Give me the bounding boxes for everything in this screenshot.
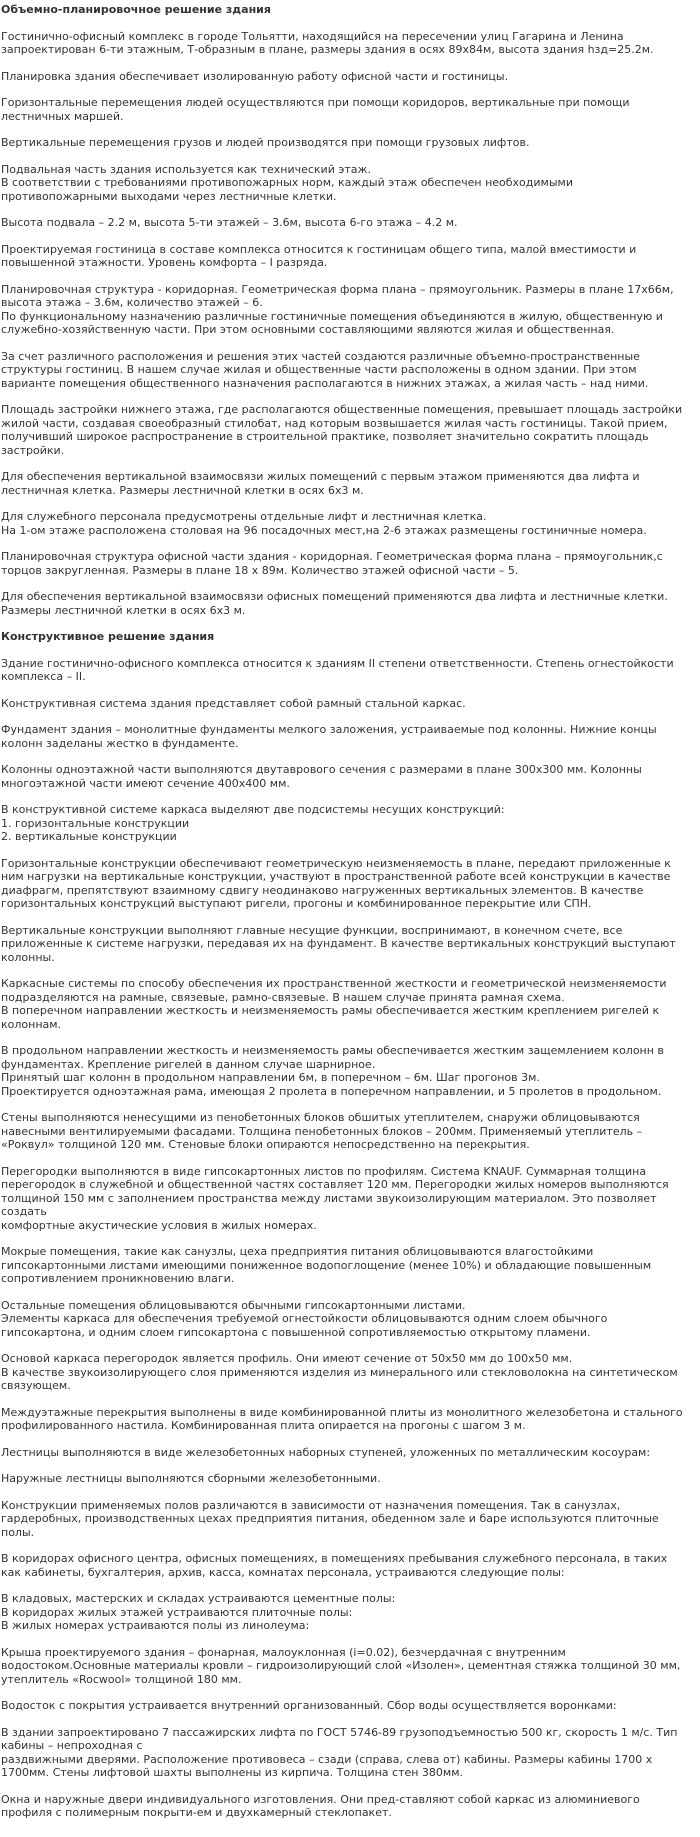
paragraph: Здание гостинично-офисного комплекса относится к зданиям II степени ответственности. Степень огнестойкости комплекса – II. [1, 656, 674, 683]
paragraph: Окна и наружные двери индивидуального изготовления. Они пред-ставляют собой каркас из алюминиевого профиля с полимерным покрыти-ем и двухкамерный стеклопакет. [1, 1792, 640, 1819]
paragraph: Планировочная структура офисной части здания - коридорная. Геометрическая форма плана – прямоугольник,с торцов закругленная. Размеры в плане 18 х 89м. Количество этажей офисной части – 5. [1, 550, 663, 577]
paragraph: Конструктивная система здания представляет собой рамный стальной каркас. [1, 696, 466, 710]
paragraph: Подвальная часть здания используется как технический этаж. В соответствии с требованиями противопожарных норм, каждый этаж обеспечен необходимыми противопожарными выходами через лестничные клетки. [1, 162, 573, 203]
paragraph: Конструкции применяемых полов различаются в зависимости от назначения помещения. Так в санузлах, гардеробных, производственных цехах предприятия питания, обеденном зале и баре используются плиточные полы. [1, 1498, 659, 1539]
paragraph: Крыша проектируемого здания – фонарная, малоуклонная (i=0.02), безчердачная с внутренним водостоком.Основные материалы кровли – гидроизолирующий слой «Изолен», цементная стяжка толщиной 30 мм, утеплитель «Rocwool» толщиной 180 мм. [1, 1645, 681, 1686]
paragraph: Для обеспечения вертикальной взаимосвязи офисных помещений применяются два лифта и лестничные клетки. Размеры лестничной клетки в осях 6х3 м. [1, 590, 668, 617]
paragraph: Наружные лестницы выполняются сборными железобетонными. [1, 1472, 381, 1485]
paragraph: В продольном направлении жесткость и неизменяемость рамы обеспечивается жестким защемлением колонн в фундаментах. Крепление ригелей в данном случае шарнирное. Принятый шаг колонн в продольном направлении 6м, в поперечном – 6м. Шаг прогонов 3м. Проектируется одноэтажная рама, имеющая 2 пролета в поперечном направлении, и 5 пролетов в продольном. [1, 1044, 664, 1098]
section-heading-planning: Объемно-планировочное решение здания [1, 3, 271, 16]
paragraph: За счет различного расположения и решения этих частей создаются различные объемно-пространственные структуры гостиниц. В нашем случае жилая и общественные части расположены в одном здании. При этом варианте помещения общественного назначения располагаются в нижних этажах, а жилая часть – над ними. [1, 349, 649, 390]
paragraph: Горизонтальные перемещения людей осуществляются при помощи коридоров, вертикальные при помощи лестничных маршей. [1, 96, 630, 123]
paragraph: Планировка здания обеспечивает изолированную работу офисной части и гостиницы. [1, 69, 509, 83]
paragraph: Стены выполняются ненесущими из пенобетонных блоков обшитых утеплителем, снаружи облицовываются навесными вентилируемыми фасадами. Толщина пенобетонных блоков – 200мм. Применяемый утеплитель – «Роквул» толщиной 120 мм. Стеновые блоки опираются непосредственно на перекрытия. [1, 1111, 643, 1151]
paragraph: Мокрые помещения, такие как санузлы, цеха предприятия питания облицовываются влагостойкими гипсокартонными листами имеющими пониженное водопоглощение (менее 10%) и обладающие повышенным сопротивлением проникновению влаги. [1, 1245, 652, 1285]
paragraph: Гостинично-офисный комплекс в городе Тольятти, находящийся на пересечении улиц Гагарина и Ленина запроектирован 6-ти этажным, Т-образным в плане, размеры здания в осях 89х84м, высота здания hзд=25.2м. [1, 29, 654, 56]
section-heading-structure: Конструктивное решение здания [1, 630, 215, 643]
paragraph: Колонны одноэтажной части выполняются двутаврового сечения с размерами в плане 300х300 мм. Колонны многоэтажной части имеют сечение 400х400 мм. [1, 763, 642, 790]
paragraph: Междуэтажные перекрытия выполнены в виде комбинированной плиты из монолитного железобетона и стального профилированного настила. Комбинированная плита опирается на прогоны с шагом 3 м. [1, 1405, 683, 1432]
section-planning-body [1, 30, 685, 618]
paragraph: Каркасные системы по способу обеспечения их пространственной жесткости и геометрической неизменяемости подразделяются на рамные, связевые, рамно-связевые. В нашем случае принята рамная схема. В поперечном направлении жесткость и неизменяемость рамы обеспечивается жестким креплением ригелей к колоннам. [1, 977, 667, 1031]
paragraph: В коридорах офисного центра, офисных помещениях, в помещениях пребывания служебного персонала, в таких как кабинеты, бухгалтерия, архив, касса, комнатах персонала, устраиваются следующие полы: [1, 1552, 668, 1579]
paragraph: В здании запроектировано 7 пассажирских лифта по ГОСТ 5746-89 грузоподъемностью 500 кг, скорость 1 м/с. Тип кабины – непроходная с раздвижными дверями. Расположение противовеса – сзади (справа, слева от) кабины. Размеры кабины 1700 х 1700мм. Стены лифтовой шахты выполнены из кирпича. Толщина стен 380мм. [1, 1725, 678, 1779]
paragraph: Проектируемая гостиница в составе комплекса относится к гостиницам общего типа, малой вместимости и повышенной этажности. Уровень комфорта – I разряда. [1, 242, 637, 269]
paragraph: В конструктивной системе каркаса выделяют две подсистемы несущих конструкций: 1. горизонтальные конструкции 2. вертикальные конструкции [1, 803, 505, 843]
paragraph: Площадь застройки нижнего этажа, где располагаются общественные помещения, превышает площадь застройки жилой части, создавая своеобразный стилобат, над которым возвышается жилая часть гостиницы. Такой прием, получивший широкое распространение в строительной практике, позволяет значительно сократить площадь застройки. [1, 403, 683, 457]
section-structure-body [1, 657, 685, 1820]
paragraph: Основой каркаса перегородок является профиль. Они имеют сечение от 50х50 мм до 100х50 мм. В качестве звукоизолирующего слоя применяются изделия из минерального или стекловолокна на синтетическом связующем. [1, 1352, 678, 1392]
paragraph: Вертикальные перемещения грузов и людей производятся при помощи грузовых лифтов. [1, 136, 530, 149]
paragraph: Вертикальные конструкции выполняют главные несущие функции, воспринимают, в конечном счете, все приложенные к системе нагрузки, передавая их на фундамент. В качестве вертикальных конструкций выступают колонны. [1, 923, 676, 964]
paragraph: Фундамент здания – монолитные фундаменты мелкого заложения, устраиваемые под колонны. Нижние концы колонн заделаны жестко в фундаменте. [1, 723, 657, 750]
paragraph: Планировочная структура - коридорная. Геометрическая форма плана – прямоугольник. Размеры в плане 17х66м, высота этажа – 3.6м, количество этажей – 6. По функциональному назначению различные гостиничные помещения объединяются в жилую, общественную и служебно-хозяйственную части. При этом основными составляющими являются жилая и общественная. [1, 282, 674, 336]
paragraph: Перегородки выполняются в виде гипсокартонных листов по профилям. Система KNAUF. Суммарная толщина перегородок в служебной и общественной частях составляет 120 мм. Перегородки жилых номеров выполняются толщиной 150 мм с заполнением пространства между листами звукоизолирующим материалом. Это позволяет создать комфортные акустические условия в жилых номерах. [1, 1164, 669, 1232]
paragraph: Водосток с покрытия устраивается внутренний организованный. Сбор воды осуществляется воронками: [1, 1699, 617, 1712]
paragraph: В кладовых, мастерских и складах устраиваются цементные полы: В коридорах жилых этажей устраиваются плиточные полы: В жилых номерах устраиваются полы из линолеума: [1, 1592, 396, 1632]
paragraph: Горизонтальные конструкции обеспечивают геометрическую неизменяемость в плане, передают приложенные к ним нагрузки на вертикальные конструкции, участвуют в пространственной работе всей конструкции в качестве диафрагм, препятствуют взаимному сдвигу неодинаково нагруженных вертикальных элементов. В качестве горизонтальных конструкций выступают ригели, прогоны и комбинированное перекрытие или СПН. [1, 856, 671, 910]
paragraph: Высота подвала – 2.2 м, высота 5-ти этажей – 3.6м, высота 6-го этажа – 4.2 м. [1, 216, 458, 229]
paragraph: Для служебного персонала предусмотрены отдельные лифт и лестничная клетка. На 1-ом этаже расположена столовая на 96 посадочных мест,на 2-6 этажах размещены гостиничные номера. [1, 510, 647, 537]
paragraph: Лестницы выполняются в виде железобетонных наборных ступеней, уложенных по металлическим косоурам: [1, 1445, 651, 1459]
paragraph: Остальные помещения облицовываются обычными гипсокартонными листами. Элементы каркаса для обеспечения требуемой огнестойкости облицовываются одним слоем обычного гипсокартона, и одним слоем гипсокартона с повышенной сопротивляемостью открытому пламени. [1, 1298, 608, 1339]
paragraph: Для обеспечения вертикальной взаимосвязи жилых помещений с первым этажом применяются два лифта и лестничная клетка. Размеры лестничной клетки в осях 6х3 м. [1, 470, 640, 497]
